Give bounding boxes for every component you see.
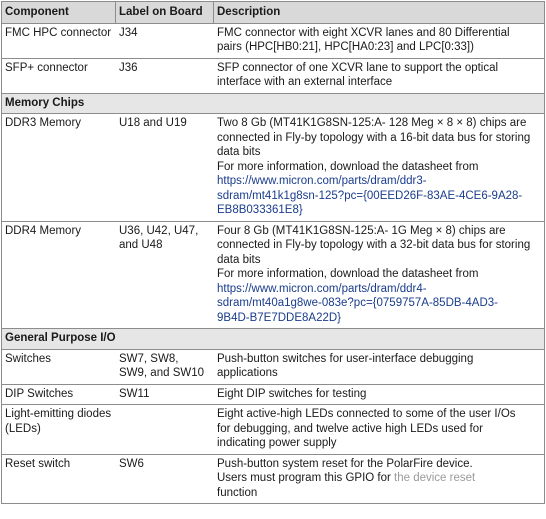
datasheet-link[interactable]: https://www.micron.com/parts/dram/ddr4- [217, 282, 427, 295]
description-line: For more information, download the datasheet from [217, 160, 479, 173]
section-row-memory [2, 93, 545, 114]
header-label-on-board: Label on Board [116, 2, 214, 24]
table-row [2, 221, 545, 329]
watermark-obscured-text: the device reset [394, 472, 476, 484]
table-row [2, 23, 545, 58]
description-line: Eight active-high LEDs connected to some of the user I/Os [217, 408, 516, 420]
description-cell [214, 405, 545, 455]
description-line: Push-button switches for user-interface debugging [217, 352, 474, 365]
datasheet-link[interactable]: sdram/mt41k1g8sn-125?pc={00EED26F-83AE-4CE6-9A28- [217, 189, 523, 202]
description-fragment: Users must program this GPIO for [217, 472, 391, 484]
component-cell: Switches [2, 349, 116, 384]
label-cell [116, 221, 214, 329]
datasheet-link[interactable]: EB8B033361E8} [217, 204, 303, 216]
label-line: and U48 [119, 239, 163, 251]
label-cell: SW6 [116, 454, 214, 504]
label-cell: SW11 [116, 384, 214, 405]
table-header-row [2, 2, 545, 24]
label-cell [116, 405, 214, 455]
header-description: Description [214, 2, 545, 24]
description-line: Eight DIP switches for testing [217, 387, 367, 400]
table-row [2, 58, 545, 93]
description-cell [214, 384, 545, 405]
component-cell: DIP Switches [2, 384, 116, 405]
description-line: FMC connector with eight XCVR lanes and 80 Differential [217, 26, 510, 39]
component-cell: SFP+ connector [2, 58, 116, 93]
label-line: U36, U42, U47, [119, 224, 199, 237]
table-row [2, 405, 545, 455]
description-line: function [217, 486, 258, 499]
header-component: Component [2, 2, 116, 24]
component-line: (LEDs) [5, 422, 41, 435]
datasheet-link[interactable]: sdram/mt40a1g8we-083e?pc={0759757A-85DB-4AD3- [217, 297, 498, 309]
description-line: Two 8 Gb (MT41K1G8SN-125:A- 128 Meg × 8 × 8) chips are [217, 117, 527, 129]
component-table [1, 1, 545, 504]
description-line: Four 8 Gb (MT41K1G8SN-125:A- 1G Meg × 8) chips are [217, 224, 506, 237]
description-line: For more information, download the datasheet from [217, 268, 479, 280]
description-line: for debugging, and twelve active high LEDs used for [217, 422, 483, 435]
description-cell [214, 221, 545, 329]
table-row [2, 454, 545, 504]
component-cell: Reset switch [2, 454, 116, 504]
description-line: pairs (HPC[HB0:21], HPC[HA0:23] and LPC[0:33]) [217, 41, 474, 53]
datasheet-link[interactable]: https://www.micron.com/parts/dram/ddr3- [217, 175, 427, 187]
description-line: data bits [217, 253, 261, 266]
label-cell: J34 [116, 23, 214, 58]
description-line: Push-button system reset for the PolarFire device. [217, 457, 473, 470]
description-cell [214, 23, 545, 58]
component-cell: DDR3 Memory [2, 114, 116, 222]
table-row [2, 349, 545, 384]
description-line: connected in Fly-by topology with a 32-bit data bus for storing [217, 239, 531, 251]
label-cell [116, 349, 214, 384]
label-line: SW9, and SW10 [119, 367, 205, 379]
description-cell [214, 349, 545, 384]
description-cell [214, 58, 545, 93]
description-line [217, 471, 541, 486]
description-cell [214, 454, 545, 504]
datasheet-link[interactable]: 9B4D-B7E7DDE8A22D} [217, 311, 342, 324]
description-line: data bits [217, 146, 261, 158]
component-cell: DDR4 Memory [2, 221, 116, 329]
description-line: connected in Fly-by topology with a 16-bit data bus for storing [217, 131, 531, 144]
description-line: indicating power supply [217, 437, 337, 449]
label-cell: U18 and U19 [116, 114, 214, 222]
description-cell [214, 114, 545, 222]
description-line: SFP connector of one XCVR lane to support the optical [217, 61, 499, 74]
description-line: applications [217, 367, 278, 379]
label-cell: J36 [116, 58, 214, 93]
description-line: interface with an external interface [217, 76, 393, 88]
table-row [2, 384, 545, 405]
section-heading: General Purpose I/O [2, 329, 545, 350]
component-cell: FMC HPC connector [2, 23, 116, 58]
section-heading: Memory Chips [2, 93, 545, 114]
section-row-gpio [2, 329, 545, 350]
component-line: Light-emitting diodes [5, 408, 112, 420]
table-row [2, 114, 545, 222]
component-cell [2, 405, 116, 455]
label-line: SW7, SW8, [119, 352, 179, 365]
